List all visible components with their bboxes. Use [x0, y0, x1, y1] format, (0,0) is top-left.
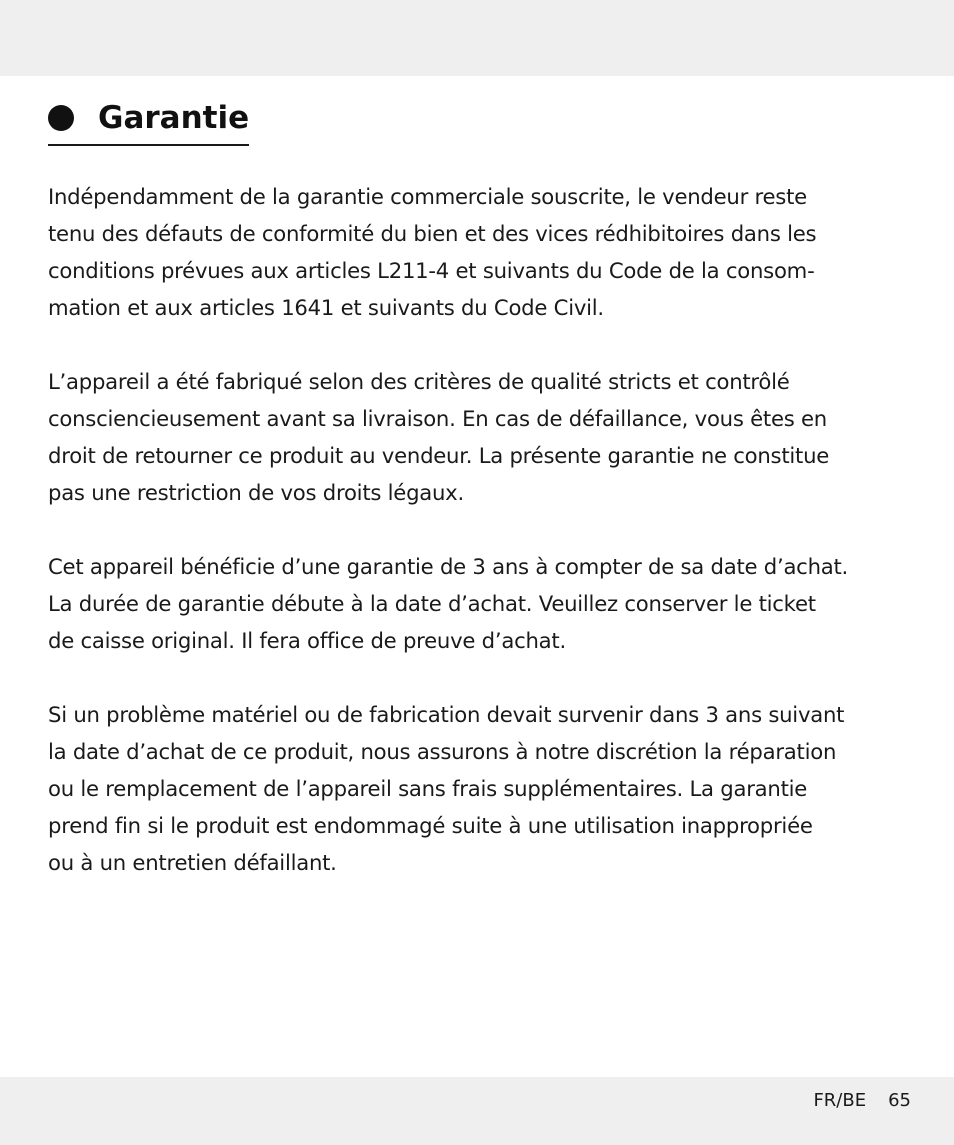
text-line: ou à un entretien défaillant.: [48, 850, 337, 875]
text-line: la date d’achat de ce produit, nous assurons à notre discrétion la réparation: [48, 739, 837, 764]
text-line: tenu des défauts de conformité du bien et des vices rédhibitoires dans les: [48, 221, 817, 246]
bottom-margin-band: [0, 1077, 954, 1145]
text-line: de caisse original. Il fera office de preuve d’achat.: [48, 628, 566, 653]
text-line: ou le remplacement de l’appareil sans frais supplémentaires. La garantie: [48, 776, 808, 801]
paragraph-warranty-period: [48, 548, 908, 659]
text-line: pas une restriction de vos droits légaux.: [48, 480, 464, 505]
text-line: La durée de garantie débute à la date d’achat. Veuillez conserver le ticket: [48, 591, 816, 616]
page-footer: [813, 1088, 911, 1114]
page-number: 65: [888, 1090, 911, 1111]
text-line: L’appareil a été fabriqué selon des critères de qualité stricts et contrôlé: [48, 369, 790, 394]
paragraph-warranty-conditions: [48, 696, 908, 881]
paragraph-quality: [48, 363, 908, 511]
section-title: Garantie: [98, 100, 250, 136]
text-line: prend fin si le produit est endommagé suite à une utilisation inappropriée: [48, 813, 813, 838]
locale-label: FR/BE: [813, 1090, 867, 1111]
text-line: Indépendamment de la garantie commerciale souscrite, le vendeur reste: [48, 184, 807, 209]
text-line: conditions prévues aux articles L211-4 et suivants du Code de la consom-: [48, 258, 815, 283]
paragraph-legal-conformity: [48, 178, 908, 326]
bullet-icon: [48, 105, 74, 131]
text-line: consciencieusement avant sa livraison. En cas de défaillance, vous êtes en: [48, 406, 827, 431]
text-line: droit de retourner ce produit au vendeur. La présente garantie ne constitue: [48, 443, 830, 468]
text-line: mation et aux articles 1641 et suivants du Code Civil.: [48, 295, 604, 320]
top-margin-band: [0, 0, 954, 76]
text-line: Si un problème matériel ou de fabrication devait survenir dans 3 ans suivant: [48, 702, 845, 727]
body-content: [48, 178, 908, 918]
text-line: Cet appareil bénéficie d’une garantie de 3 ans à compter de sa date d’achat.: [48, 554, 849, 579]
section-heading: [48, 98, 249, 146]
